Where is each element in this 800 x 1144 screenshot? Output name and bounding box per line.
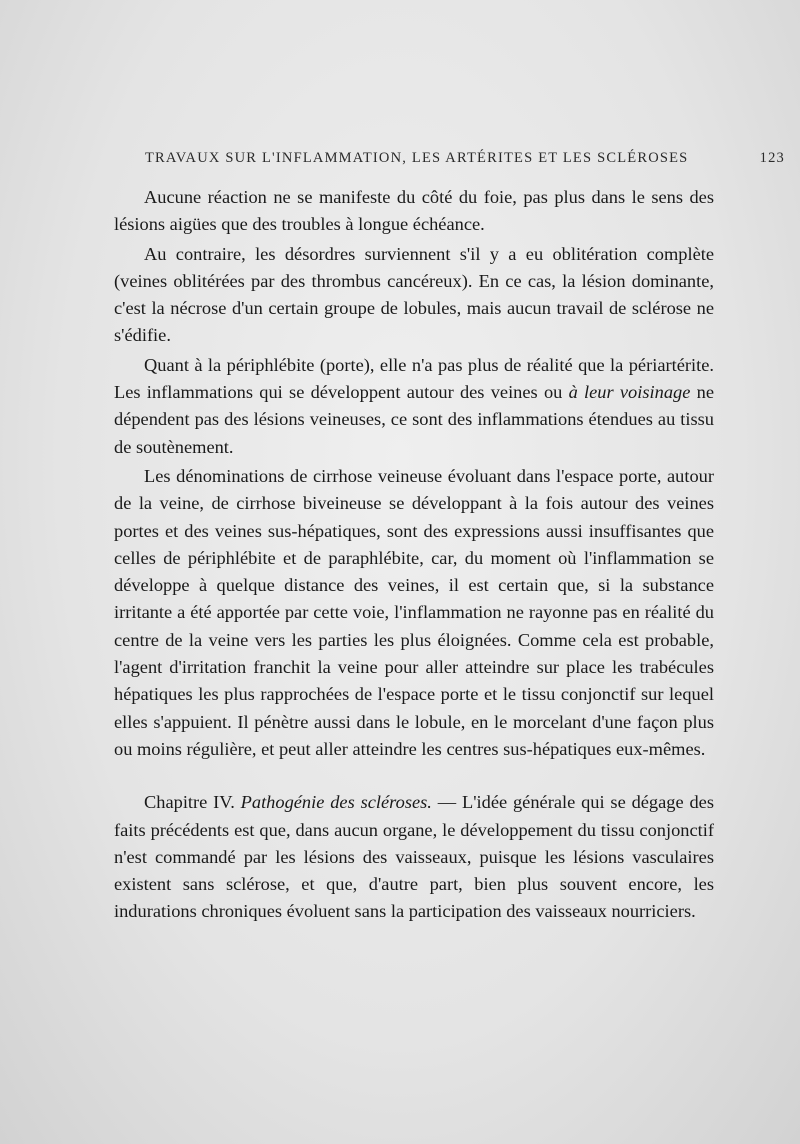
chapter-paragraph [114,789,714,925]
running-title: TRAVAUX SUR L'INFLAMMATION, LES ARTÉRITES ET LES SCLÉROSES [145,150,689,166]
chapter-title: Pathogénie des scléroses. [240,792,432,813]
paragraph-3-italic: à leur voisinage [568,382,691,403]
body-text [114,184,714,928]
paragraph-3-end: ne dépendent pas des lésions veineuses, ce sont des inflammations étendues au tissu de soutènement. [114,382,714,457]
running-header [145,150,785,167]
paragraph-2: Au contraire, les désordres surviennent s'il y a eu oblitération complète (veines oblitérées par des thrombus cancéreux). En ce cas, la lésion dominante, c'est la nécrose d'un certain groupe de lobules, mais aucun travail de sclérose ne s'édifie. [114,243,714,346]
chapter-text: — L'idée générale qui se dégage des faits précédents est que, dans aucun organe, le développement du tissu conjonctif n'est commandé par les lésions des vaisseaux, puisque les lésions vasculaires existent sans sclérose, et que, d'autre part, bien plus souvent encore, les indurations chroniques évoluent sans la participation des vaisseaux nourriciers. [114,792,714,922]
chapter-label: Chapitre IV. [144,792,235,813]
paragraph-3 [114,352,714,461]
paragraph-3-start: Quant à la périphlébite (porte), elle n'a pas plus de réalité que la périartérite. Les inflammations qui se développent autour des veines ou [114,354,714,403]
paragraph-1: Aucune réaction ne se manifeste du côté du foie, pas plus dans le sens des lésions aigües que des troubles à longue échéance. [114,187,714,235]
page-number: 123 [759,150,785,166]
paragraph-4: Les dénominations de cirrhose veineuse évoluant dans l'espace porte, autour de la veine, de cirrhose biveineuse se développant à la fois autour des veines portes et des veines sus-hépatiques, sont des expressions aussi insuffisantes que celles de périphlébite et de paraphlébite, car, du moment où l'inflammation se développe à quelque distance des veines, il est certain que, si la substance irritante a été apportée par cette voie, l'inflammation ne rayonne pas en réalité du centre de la veine vers les parties les plus éloignées. Comme cela est probable, l'agent d'irritation franchit la veine pour aller atteindre sur place les trabécules hépatiques les plus rapprochées de l'espace porte et le tissu conjonctif sur lequel elles s'appuient. Il pénètre aussi dans le lobule, en le morcelant d'une façon plus ou moins régulière, et peut aller atteindre les centres sus-hépatiques eux-mêmes. [114,465,714,759]
